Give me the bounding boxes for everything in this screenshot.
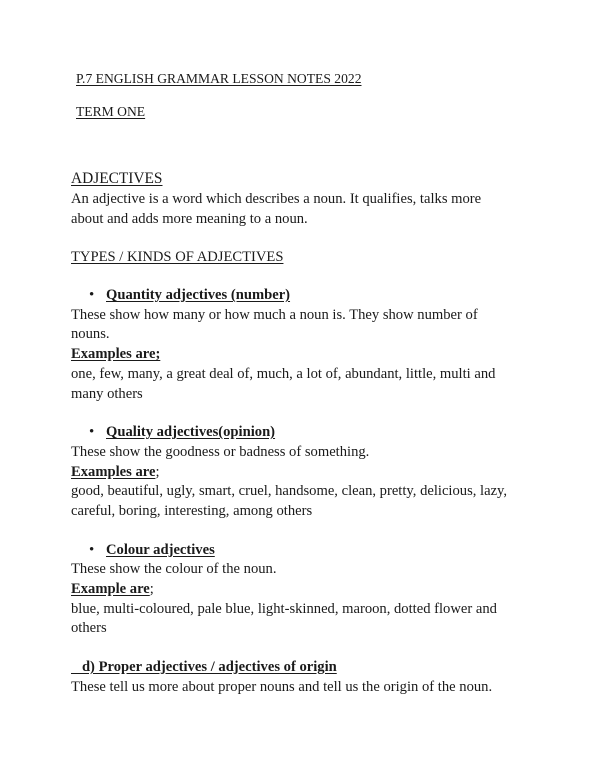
quality-examples: good, beautiful, ugly, smart, cruel, handsome, clean, pretty, delicious, lazy, [71, 483, 508, 499]
quality-examples: careful, boring, interesting, among others [71, 503, 313, 519]
colour-examples-suffix: ; [149, 581, 154, 597]
colour-examples-label: Example are [71, 581, 150, 597]
bullet-icon: • [89, 542, 95, 558]
colour-description: These show the colour of the noun. [71, 561, 277, 577]
quality-examples-suffix: ; [155, 464, 160, 480]
colour-examples-label-line [71, 580, 154, 598]
bullet-icon: • [89, 424, 95, 440]
colour-examples: others [71, 620, 107, 636]
quality-description: These show the goodness or badness of something. [71, 444, 370, 460]
term-label: TERM ONE [76, 104, 146, 119]
section-heading: ADJECTIVES [71, 170, 163, 187]
definition-line: An adjective is a word which describes a noun. It qualifies, talks more [71, 191, 482, 207]
colour-examples: blue, multi-coloured, pale blue, light-skinned, maroon, dotted flower and [71, 601, 497, 617]
types-heading: TYPES / KINDS OF ADJECTIVES [71, 249, 284, 265]
quality-examples-label-line [71, 463, 160, 481]
quality-heading: Quality adjectives(opinion) [106, 424, 276, 440]
document-title: P.7 ENGLISH GRAMMAR LESSON NOTES 2022 [76, 71, 362, 86]
quantity-heading: Quantity adjectives (number) [106, 287, 291, 303]
definition-line: about and adds more meaning to a noun. [71, 211, 308, 227]
colour-heading: Colour adjectives [106, 542, 215, 558]
quality-examples-label: Examples are [71, 464, 156, 480]
proper-heading: d) Proper adjectives / adjectives of origin [71, 659, 337, 675]
quantity-examples: one, few, many, a great deal of, much, a lot of, abundant, little, multi and [71, 366, 496, 382]
quantity-description: nouns. [71, 326, 110, 342]
quantity-description: These show how many or how much a noun is. They show number of [71, 307, 478, 323]
bullet-icon: • [89, 287, 95, 303]
quantity-examples: many others [71, 386, 143, 402]
proper-description: These tell us more about proper nouns and tell us the origin of the noun. [71, 679, 493, 695]
quantity-examples-label: Examples are; [71, 346, 161, 362]
